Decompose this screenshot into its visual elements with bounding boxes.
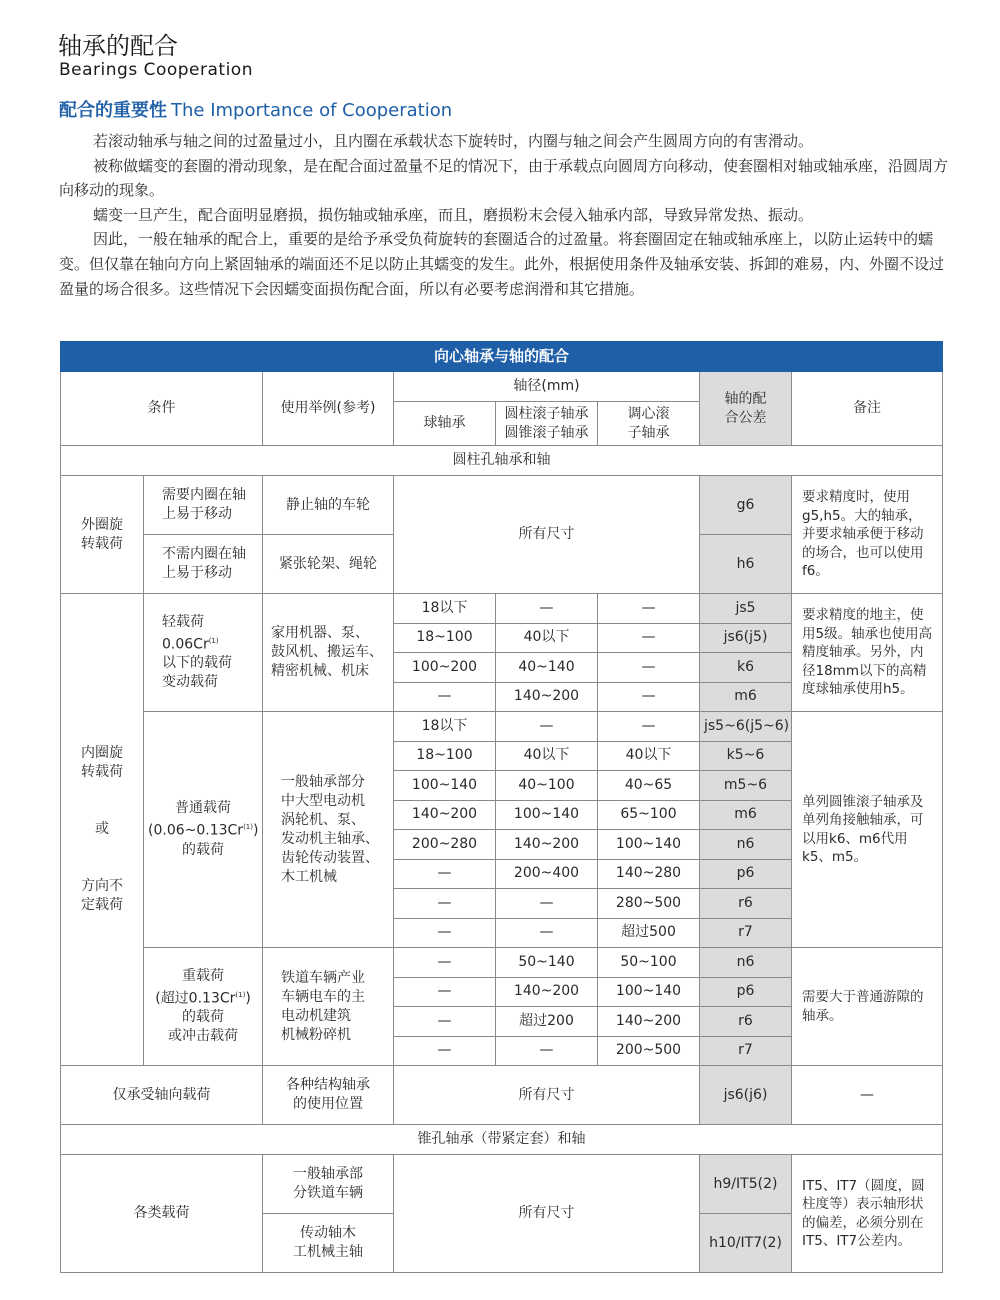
sph-cell: — bbox=[598, 712, 700, 742]
cyl-cell: — bbox=[496, 594, 598, 624]
light-load-example: 家用机器、泵、 鼓风机、搬运车、 精密机械、机床 bbox=[263, 594, 394, 712]
sph-cell: — bbox=[598, 623, 700, 653]
sph-cell: — bbox=[598, 653, 700, 683]
cyl-cell: 140~200 bbox=[496, 830, 598, 860]
section-tapered-bore: 锥孔轴承（带紧定套）和轴 bbox=[61, 1125, 943, 1155]
ball-cell: 18~100 bbox=[394, 623, 496, 653]
sph-cell: 280~500 bbox=[598, 889, 700, 919]
header-example: 使用举例(参考) bbox=[263, 372, 394, 446]
fit-table bbox=[60, 341, 943, 1273]
table-title: 向心轴承与轴的配合 bbox=[61, 342, 943, 372]
cyl-cell: — bbox=[496, 889, 598, 919]
cyl-cell: 40以下 bbox=[496, 741, 598, 771]
cyl-cell: — bbox=[496, 712, 598, 742]
tolerance-cell: h9/IT5(2) bbox=[700, 1155, 792, 1214]
all-sizes-cell: 所有尺寸 bbox=[394, 1066, 700, 1125]
cyl-cell: 40以下 bbox=[496, 623, 598, 653]
tolerance-cell: r7 bbox=[700, 918, 792, 948]
tolerance-cell: m6 bbox=[700, 800, 792, 830]
example-cell: 紧张轮架、绳轮 bbox=[263, 535, 394, 594]
sph-cell: 200~500 bbox=[598, 1036, 700, 1066]
tolerance-cell: m5~6 bbox=[700, 771, 792, 801]
header-ball: 球轴承 bbox=[394, 402, 496, 446]
tolerance-cell: js6(j5) bbox=[700, 623, 792, 653]
sph-cell: 140~200 bbox=[598, 1007, 700, 1037]
sph-cell: 50~100 bbox=[598, 948, 700, 978]
all-sizes-cell: 所有尺寸 bbox=[394, 476, 700, 594]
tolerance-cell: js5 bbox=[700, 594, 792, 624]
header-notes: 备注 bbox=[792, 372, 943, 446]
paragraph: 被称做蠕变的套圈的滑动现象，是在配合面过盈量不足的情况下，由于承载点向圆周方向移动，使套圈相对轴或轴承座，沿圆周方向移动的现象。 bbox=[59, 156, 949, 200]
ball-cell: 200~280 bbox=[394, 830, 496, 860]
sph-cell: 40以下 bbox=[598, 741, 700, 771]
axial-example: 各种结构轴承 的使用位置 bbox=[263, 1066, 394, 1125]
ball-cell: — bbox=[394, 918, 496, 948]
tolerance-cell: g6 bbox=[700, 476, 792, 535]
cyl-cell: 超过200 bbox=[496, 1007, 598, 1037]
paragraph: 蠕变一旦产生，配合面明显磨损，损伤轴或轴承座，而且，磨损粉末会侵入轴承内部，导致异常发热、振动。 bbox=[93, 205, 814, 224]
tolerance-cell: p6 bbox=[700, 977, 792, 1007]
tolerance-cell: k5~6 bbox=[700, 741, 792, 771]
cyl-cell: 50~140 bbox=[496, 948, 598, 978]
tolerance-cell: js5~6(j5~6) bbox=[700, 712, 792, 742]
body-text bbox=[59, 129, 949, 301]
ball-cell: — bbox=[394, 682, 496, 712]
tolerance-cell: r6 bbox=[700, 1007, 792, 1037]
sph-cell: 100~140 bbox=[598, 977, 700, 1007]
note-cell: 要求精度的地主，使用5级。轴承也使用高精度轴承。另外，内径18mm以下的高精度球轴承使用h5。 bbox=[792, 594, 943, 712]
note-cell: 要求精度时，使用g5,h5。大的轴承，并要求轴承便于移动的场合，也可以使用f6。 bbox=[792, 476, 943, 594]
inner-rotating-label: 内圈旋 转载荷 或 方向不 定载荷 bbox=[61, 594, 144, 1066]
ball-cell: 18以下 bbox=[394, 594, 496, 624]
cyl-cell: — bbox=[496, 1036, 598, 1066]
taper-example: 传动轴木 工机械主轴 bbox=[263, 1214, 394, 1273]
tolerance-cell: h10/IT7(2) bbox=[700, 1214, 792, 1273]
tolerance-cell: r7 bbox=[700, 1036, 792, 1066]
page-subtitle: Bearings Cooperation bbox=[59, 60, 253, 80]
ball-cell: — bbox=[394, 1036, 496, 1066]
ball-cell: 100~140 bbox=[394, 771, 496, 801]
section-heading-en: The Importance of Cooperation bbox=[171, 100, 453, 121]
axial-condition: 仅承受轴向载荷 bbox=[61, 1066, 263, 1125]
tolerance-cell: n6 bbox=[700, 948, 792, 978]
note-cell: 单列圆锥滚子轴承及单列角接触轴承，可以用k6、m6代用k5、m5。 bbox=[792, 712, 943, 948]
sph-cell: — bbox=[598, 594, 700, 624]
header-condition: 条件 bbox=[61, 372, 263, 446]
ball-cell: 18以下 bbox=[394, 712, 496, 742]
sph-cell: 超过500 bbox=[598, 918, 700, 948]
tolerance-cell: n6 bbox=[700, 830, 792, 860]
note-cell: — bbox=[792, 1066, 943, 1125]
sph-cell: 100~140 bbox=[598, 830, 700, 860]
cyl-cell: 40~100 bbox=[496, 771, 598, 801]
sph-cell: 140~280 bbox=[598, 859, 700, 889]
header-tolerance: 轴的配 合公差 bbox=[700, 372, 792, 446]
ball-cell: — bbox=[394, 948, 496, 978]
paragraph: 若滚动轴承与轴之间的过盈量过小，且内圈在承载状态下旋转时，内圈与轴之间会产生圆周方向的有害滑动。 bbox=[93, 132, 814, 150]
note-cell: 需要大于普通游隙的轴承。 bbox=[792, 948, 943, 1066]
tolerance-cell: r6 bbox=[700, 889, 792, 919]
condition-cell: 需要内圈在轴 上易于移动 bbox=[144, 476, 263, 535]
cyl-cell: 140~200 bbox=[496, 977, 598, 1007]
normal-load-condition: 普通载荷 (0.06~0.13Cr$^{(1)}$) 的载荷 bbox=[144, 712, 263, 948]
sph-cell: 40~65 bbox=[598, 771, 700, 801]
cyl-cell: — bbox=[496, 918, 598, 948]
normal-load-example: 一般轴承部分 中大型电动机 涡轮机、泵、 发动机主轴承、 齿轮传动装置、 木工机械 bbox=[263, 712, 394, 948]
heavy-load-example: 铁道车辆产业 车辆电车的主 电动机建筑 机械粉碎机 bbox=[263, 948, 394, 1066]
tolerance-cell: k6 bbox=[700, 653, 792, 683]
header-spherical: 调心滚 子轴承 bbox=[598, 402, 700, 446]
header-cylindrical: 圆柱滚子轴承 圆锥滚子轴承 bbox=[496, 402, 598, 446]
cyl-cell: 200~400 bbox=[496, 859, 598, 889]
ball-cell: — bbox=[394, 889, 496, 919]
section-cylindrical-bore: 圆柱孔轴承和轴 bbox=[61, 446, 943, 476]
taper-condition: 各类载荷 bbox=[61, 1155, 263, 1273]
section-heading-cn: 配合的重要性 bbox=[59, 100, 167, 121]
outer-rotating-label: 外圈旋 转载荷 bbox=[61, 476, 144, 594]
ball-cell: — bbox=[394, 859, 496, 889]
tolerance-cell: h6 bbox=[700, 535, 792, 594]
ball-cell: — bbox=[394, 1007, 496, 1037]
ball-cell: 100~200 bbox=[394, 653, 496, 683]
condition-cell: 不需内圈在轴 上易于移动 bbox=[144, 535, 263, 594]
example-cell: 静止轴的车轮 bbox=[263, 476, 394, 535]
tolerance-cell: p6 bbox=[700, 859, 792, 889]
page-title: 轴承的配合 bbox=[58, 32, 178, 60]
note-cell: IT5、IT7（圆度，圆柱度等）表示轴形状的偏差，必须分别在IT5、IT7公差内。 bbox=[792, 1155, 943, 1273]
tolerance-cell: js6(j6) bbox=[700, 1066, 792, 1125]
ball-cell: 140~200 bbox=[394, 800, 496, 830]
cyl-cell: 100~140 bbox=[496, 800, 598, 830]
section-heading bbox=[59, 96, 452, 122]
light-load-condition: 轻载荷 0.06Cr$^{(1)}$ 以下的载荷 变动载荷 bbox=[144, 594, 263, 712]
sph-cell: — bbox=[598, 682, 700, 712]
taper-example: 一般轴承部 分铁道车辆 bbox=[263, 1155, 394, 1214]
tolerance-cell: m6 bbox=[700, 682, 792, 712]
cyl-cell: 140~200 bbox=[496, 682, 598, 712]
all-sizes-cell: 所有尺寸 bbox=[394, 1155, 700, 1273]
sph-cell: 65~100 bbox=[598, 800, 700, 830]
ball-cell: — bbox=[394, 977, 496, 1007]
paragraph: 因此，一般在轴承的配合上，重要的是给予承受负荷旋转的套圈适合的过盈量。将套圈固定在轴或轴承座上，以防止运转中的蠕变。但仅靠在轴向方向上紧固轴承的端面还不足以防止其蠕变的发生。此外，根据使用条件及轴承安装、拆卸的难易，内、外圈不设过盈量的场合很多。这些情况下会因蠕变面损伤配合面，所以有必要考虑润滑和其它措施。 bbox=[59, 230, 945, 298]
cyl-cell: 40~140 bbox=[496, 653, 598, 683]
header-diameter: 轴径(mm) bbox=[394, 372, 700, 402]
heavy-load-condition: 重载荷 (超过0.13Cr$^{(1)}$) 的载荷 或冲击载荷 bbox=[144, 948, 263, 1066]
ball-cell: 18~100 bbox=[394, 741, 496, 771]
